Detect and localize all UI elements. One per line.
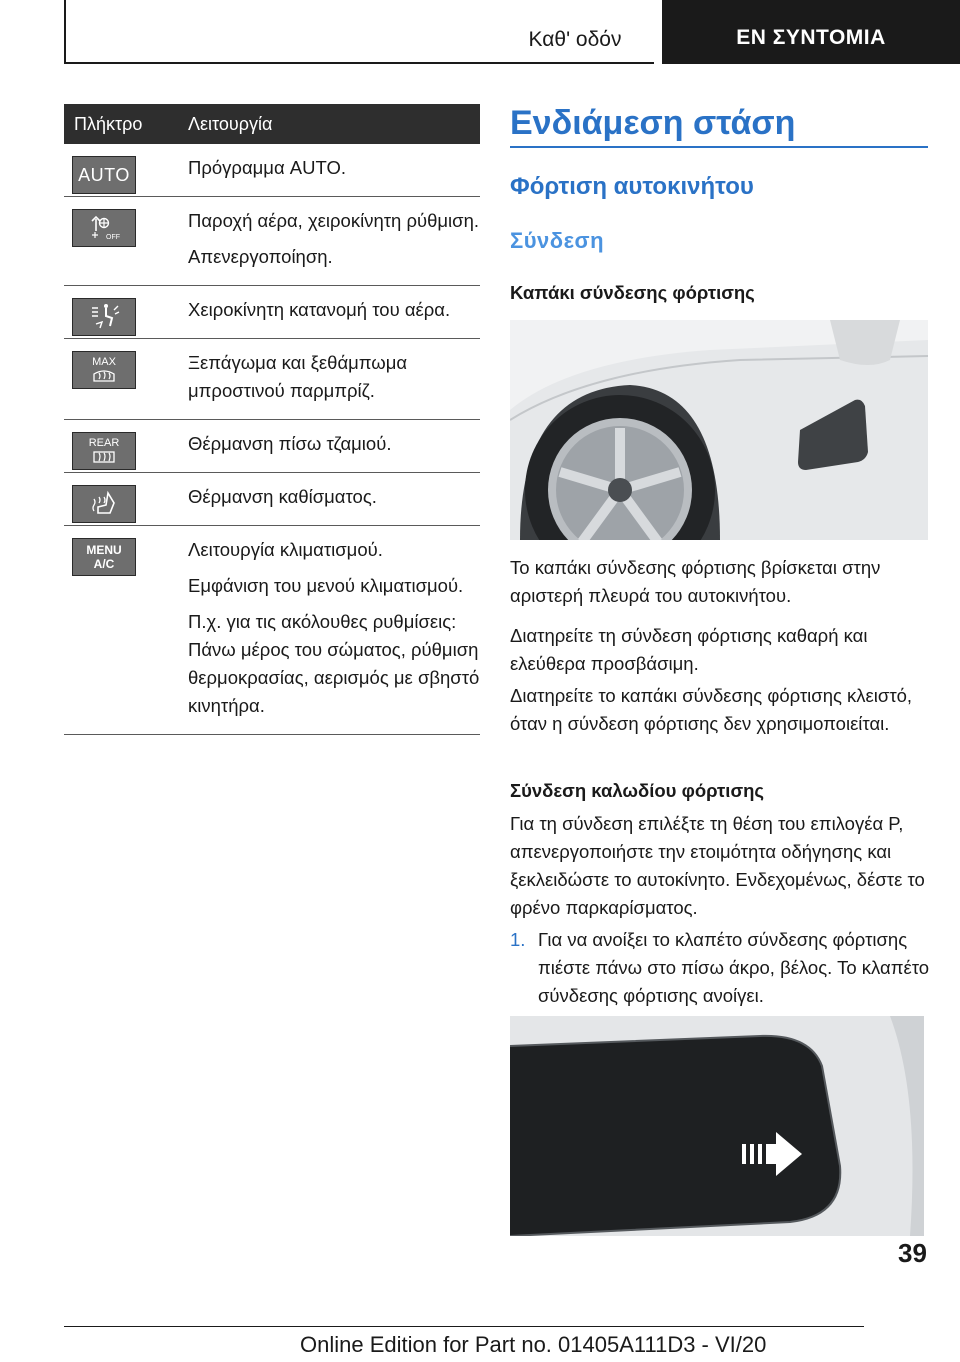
step-text: Για να ανοίξει το κλαπέτο σύνδεσης φόρτισης πιέστε πάνω στο πίσω άκρο, βέλος. Το κλαπέτο σύνδεσης φόρτισης ανοίγει. bbox=[538, 929, 930, 1006]
row-text: Θέρμανση καθίσματος. bbox=[188, 486, 377, 507]
menu-ac-button-icon bbox=[72, 538, 136, 576]
section-title: Ενδιάμεση στάση bbox=[510, 104, 796, 142]
seat-heating-button-icon bbox=[72, 485, 136, 523]
paragraph-heading: Καπάκι σύνδεσης φόρτισης bbox=[510, 282, 755, 303]
step-number: 1. bbox=[510, 929, 526, 950]
air-distribution-button-icon bbox=[72, 298, 136, 336]
row-text: Εμφάνιση του μενού κλιματισμού. bbox=[188, 575, 464, 596]
rear-label: REAR bbox=[88, 437, 120, 449]
rear-defrost-button-icon bbox=[72, 432, 136, 470]
section-title-rule bbox=[510, 146, 928, 148]
table-row bbox=[64, 286, 480, 339]
subsection-title: Φόρτιση αυτοκινήτου bbox=[510, 173, 754, 200]
max-label: MAX bbox=[92, 356, 116, 368]
tab-at-a-glance[interactable]: ΕΝ ΣΥΝΤΟΜΙΑ bbox=[662, 0, 960, 64]
table-row bbox=[64, 144, 480, 197]
svg-text:OFF: OFF bbox=[106, 234, 120, 241]
row-text: Ξεπάγωμα και ξεθάμπωμα μπροστινού παρμπρίζ. bbox=[188, 352, 408, 401]
row-text: Απενεργοποίηση. bbox=[188, 246, 333, 267]
paragraph: Το καπάκι σύνδεσης φόρτισης βρίσκεται στην αριστερή πλευρά του αυτοκινήτου. bbox=[510, 557, 881, 606]
header-bottom-rule bbox=[64, 62, 654, 64]
tab-on-the-road[interactable]: Καθ' οδόν bbox=[528, 28, 622, 51]
max-defrost-button-icon bbox=[72, 351, 136, 389]
paragraph: Διατηρείτε το καπάκι σύνδεσης φόρτισης κλειστό, όταν η σύνδεση φόρτισης δεν χρησιμοποιείται. bbox=[510, 685, 913, 734]
row-text: Λειτουργία κλιματισμού. bbox=[188, 539, 383, 560]
climate-buttons-table bbox=[64, 104, 480, 735]
page-number: 39 bbox=[898, 1238, 927, 1268]
row-text: Πρόγραμμα AUTO. bbox=[188, 157, 346, 178]
list-item bbox=[510, 926, 930, 1010]
col-key-header: Πλήκτρο bbox=[74, 113, 143, 134]
row-text: Θέρμανση πίσω τζαμιού. bbox=[188, 433, 392, 454]
table-row bbox=[64, 197, 480, 286]
fan-off-button-icon bbox=[72, 209, 136, 247]
charging-flap-car-image bbox=[510, 320, 928, 540]
row-text: Π.χ. για τις ακόλουθες ρυθμίσεις: Πάνω μέρος του σώματος, ρύθμιση θερμοκρασίας, αερισμός με σβηστό κινητήρα. bbox=[188, 611, 480, 716]
paragraph: Διατηρείτε τη σύνδεση φόρτισης καθαρή και ελεύθερα προσβάσιμη. bbox=[510, 625, 868, 674]
table-header bbox=[64, 104, 480, 144]
charging-flap-closeup-image bbox=[510, 1016, 924, 1236]
footer-edition: Online Edition for Part no. 01405A111D3 - VI/20 bbox=[300, 1332, 767, 1357]
subsubsection-title: Σύνδεση bbox=[510, 228, 605, 253]
table-row bbox=[64, 473, 480, 526]
menu-label: MENU bbox=[86, 543, 122, 557]
ac-label: A/C bbox=[93, 557, 115, 571]
footer-rule bbox=[64, 1326, 864, 1327]
paragraph-heading: Σύνδεση καλωδίου φόρτισης bbox=[510, 780, 765, 801]
col-function-header: Λειτουργία bbox=[188, 113, 273, 134]
table-row bbox=[64, 339, 480, 420]
header-left-rule bbox=[64, 0, 66, 64]
table-row bbox=[64, 526, 480, 735]
paragraph: Για τη σύνδεση επιλέξτε τη θέση του επιλογέα P, απενεργοποιήστε την ετοιμότητα οδήγησης και ξεκλειδώστε το αυτοκίνητο. Ενδεχομένως, δέστε το φρένο παρκαρίσματος. bbox=[510, 813, 925, 918]
table-row bbox=[64, 420, 480, 473]
row-text: Χειροκίνητη κατανομή του αέρα. bbox=[188, 299, 451, 320]
auto-button-icon: AUTO bbox=[72, 156, 136, 194]
row-text: Παροχή αέρα, χειροκίνητη ρύθμιση. bbox=[188, 210, 480, 231]
